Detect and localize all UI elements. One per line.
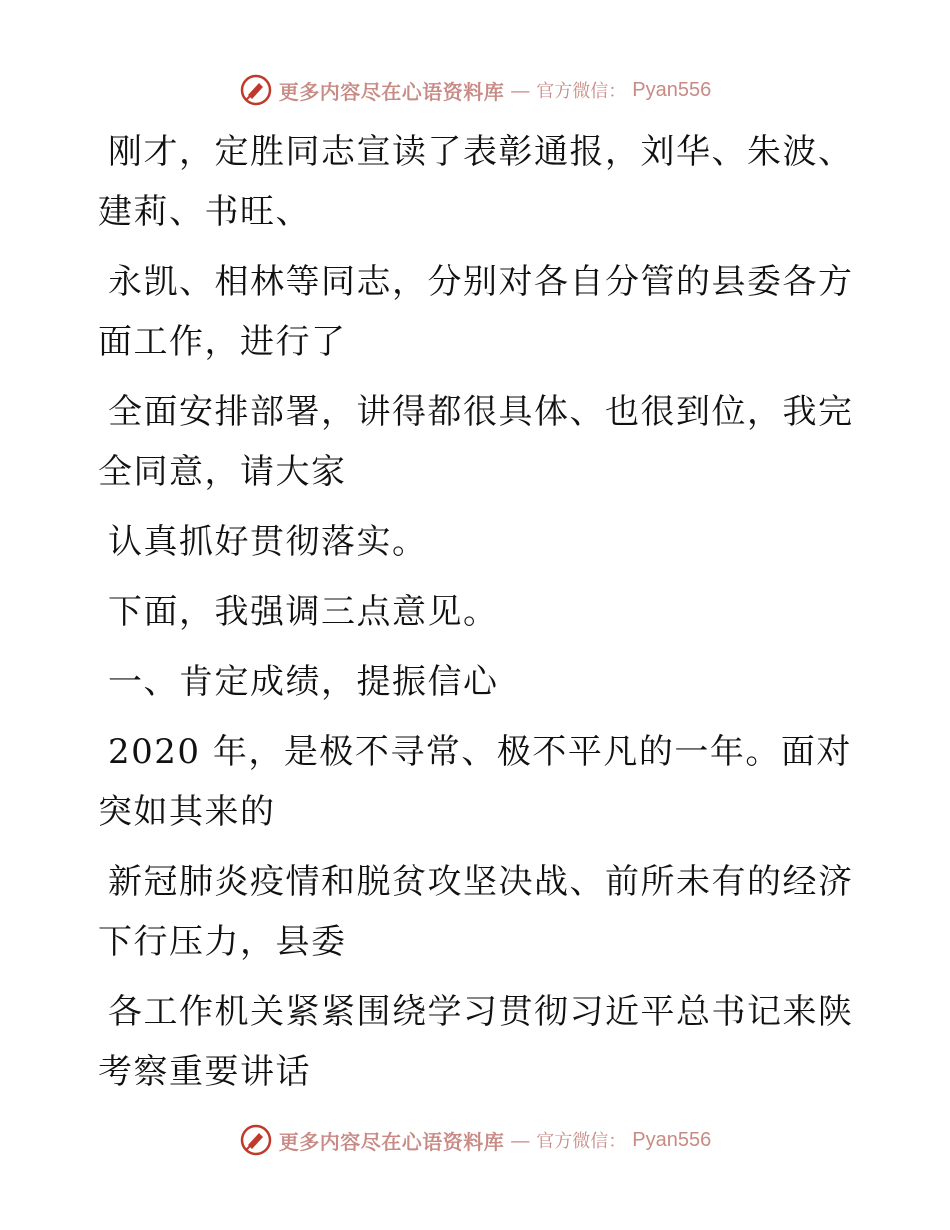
watermark-text: 更多内容尽在心语资料库 bbox=[278, 1129, 505, 1154]
paragraph: 下面，我强调三点意见。 bbox=[108, 592, 499, 632]
watermark-label: 官方微信： bbox=[536, 1131, 627, 1152]
watermark-handle: Pyan556 bbox=[632, 1128, 712, 1151]
watermark-separator: — bbox=[510, 1128, 531, 1152]
document-body bbox=[98, 122, 858, 1112]
watermark-logo-icon bbox=[239, 73, 273, 107]
paragraph: 刚才，定胜同志宣读了表彰通报，刘华、朱波、建莉、书旺、 bbox=[98, 132, 854, 232]
watermark-separator: — bbox=[510, 78, 531, 102]
section-heading: 一、肯定成绩，提振信心 bbox=[108, 662, 499, 702]
header-watermark bbox=[0, 70, 950, 110]
paragraph: 认真抓好贯彻落实。 bbox=[108, 522, 428, 562]
paragraph: 新冠肺炎疫情和脱贫攻坚决战、前所未有的经济下行压力，县委 bbox=[98, 862, 854, 962]
paragraph: 各工作机关紧紧围绕学习贯彻习近平总书记来陕考察重要讲话 bbox=[98, 992, 854, 1092]
watermark-handle: Pyan556 bbox=[632, 78, 712, 101]
paragraph: 永凯、相林等同志，分别对各自分管的县委各方面工作，进行了 bbox=[98, 262, 854, 362]
watermark-text: 更多内容尽在心语资料库 bbox=[278, 79, 505, 104]
paragraph: 2020 年，是极不寻常、极不平凡的一年。面对突如其来的 bbox=[98, 732, 852, 832]
paragraph: 全面安排部署，讲得都很具体、也很到位，我完全同意，请大家 bbox=[98, 392, 854, 492]
watermark-label: 官方微信： bbox=[536, 81, 627, 102]
footer-watermark bbox=[0, 1120, 950, 1160]
watermark-logo-icon bbox=[239, 1123, 273, 1157]
